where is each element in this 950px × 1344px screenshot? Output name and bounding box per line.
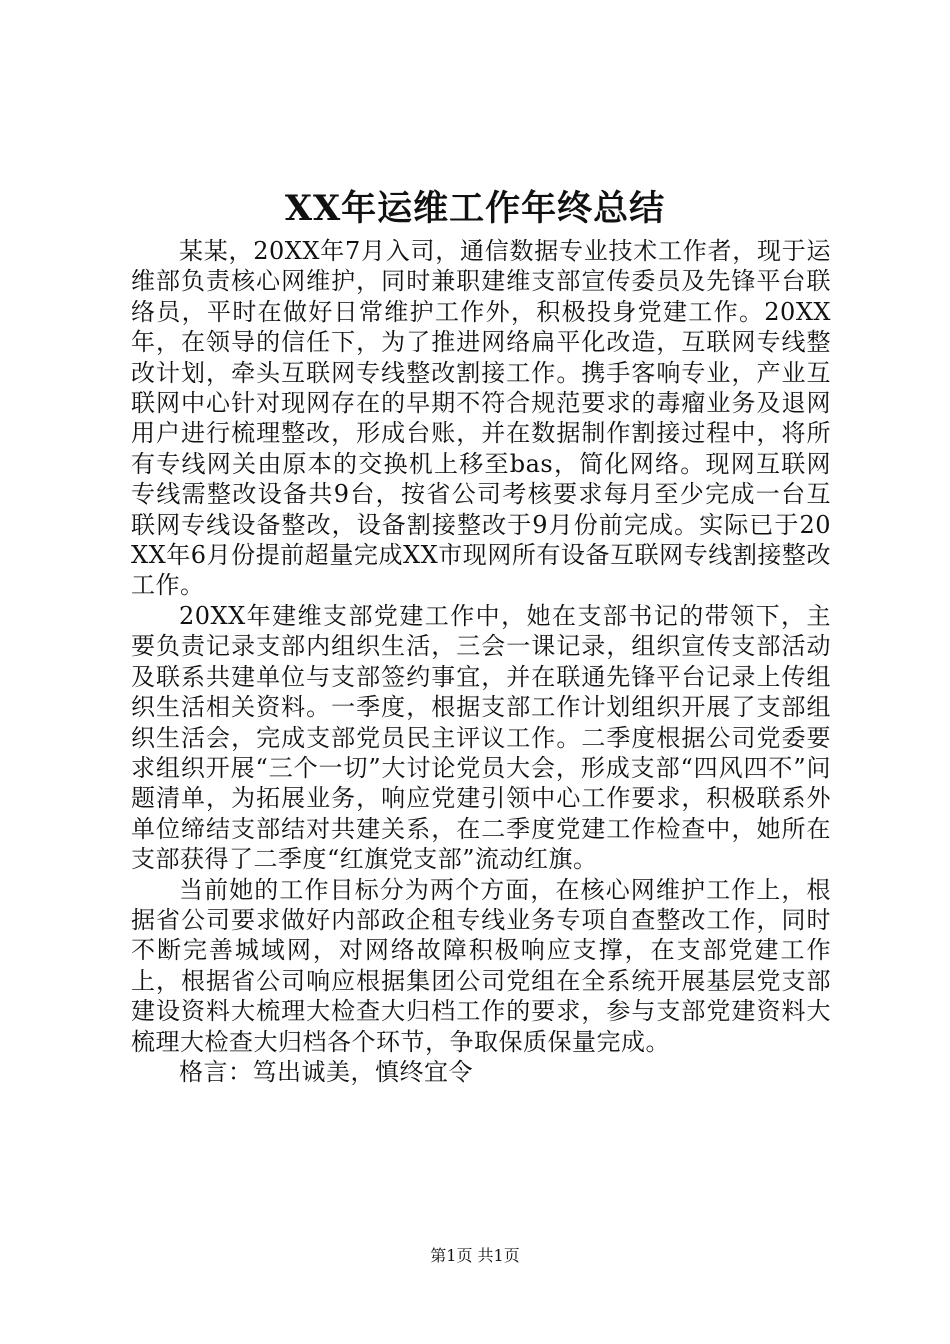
page-number-footer: 第1页 共1页 [430,1246,520,1265]
paragraph: 20XX年建维支部党建工作中，她在支部书记的带领下，主要负责记录支部内组织生活，三会一课记录，组织宣传支部活动及联系共建单位与支部签约事宜，并在联通先锋平台记录上传组织生活相关资料。一季度，根据支部工作计划组织开展了支部组织生活会，完成支部党员民主评议工作。二季度根据公司党委要求组织开展“三个一切”大讨论党员大会，形成支部“四风四不”问题清单，为拓展业务，响应党建引领中心工作要求，积极联系外单位缔结支部结对共建关系，在二季度党建工作检查中，她所在支部获得了二季度“红旗党支部”流动红旗。 [131,601,831,874]
paragraph: 当前她的工作目标分为两个方面，在核心网维护工作上，根据省公司要求做好内部政企租专线业务专项自查整改工作，同时不断完善城域网，对网络故障积极响应支撑，在支部党建工作上，根据省公司响应根据集团公司党组在全系统开展基层党支部建设资料大梳理大检查大归档工作的要求，参与支部党建资料大梳理大检查大归档各个环节，争取保质保量完成。 [131,875,831,1056]
motto-paragraph: 格言：笃出诚美，慎终宜令 [179,1057,473,1086]
paragraph: 某某，20XX年7月入司，通信数据专业技术工作者，现于运维部负责核心网维护，同时兼职建维支部宣传委员及先锋平台联络员，平时在做好日常维护工作外，积极投身党建工作。20XX年，在领导的信任下，为了推进网络扁平化改造，互联网专线整改计划，牵头互联网专线整改割接工作。携手客响专业，产业互联网中心针对现网存在的早期不符合规范要求的毒瘤业务及退网用户进行梳理整改，形成台账，并在数据制作割接过程中，将所有专线网关由原本的交换机上移至bas，简化网络。现网互联网专线需整改设备共9台，按省公司考核要求每月至少完成一台互联网专线设备整改，设备割接整改于9月份前完成。实际已于20XX年6月份提前超量完成XX市现网所有设备互联网专线割接整改工作。 [131,237,831,600]
document-title: XX年运维工作年终总结 [284,188,666,229]
document-body [131,236,831,1087]
